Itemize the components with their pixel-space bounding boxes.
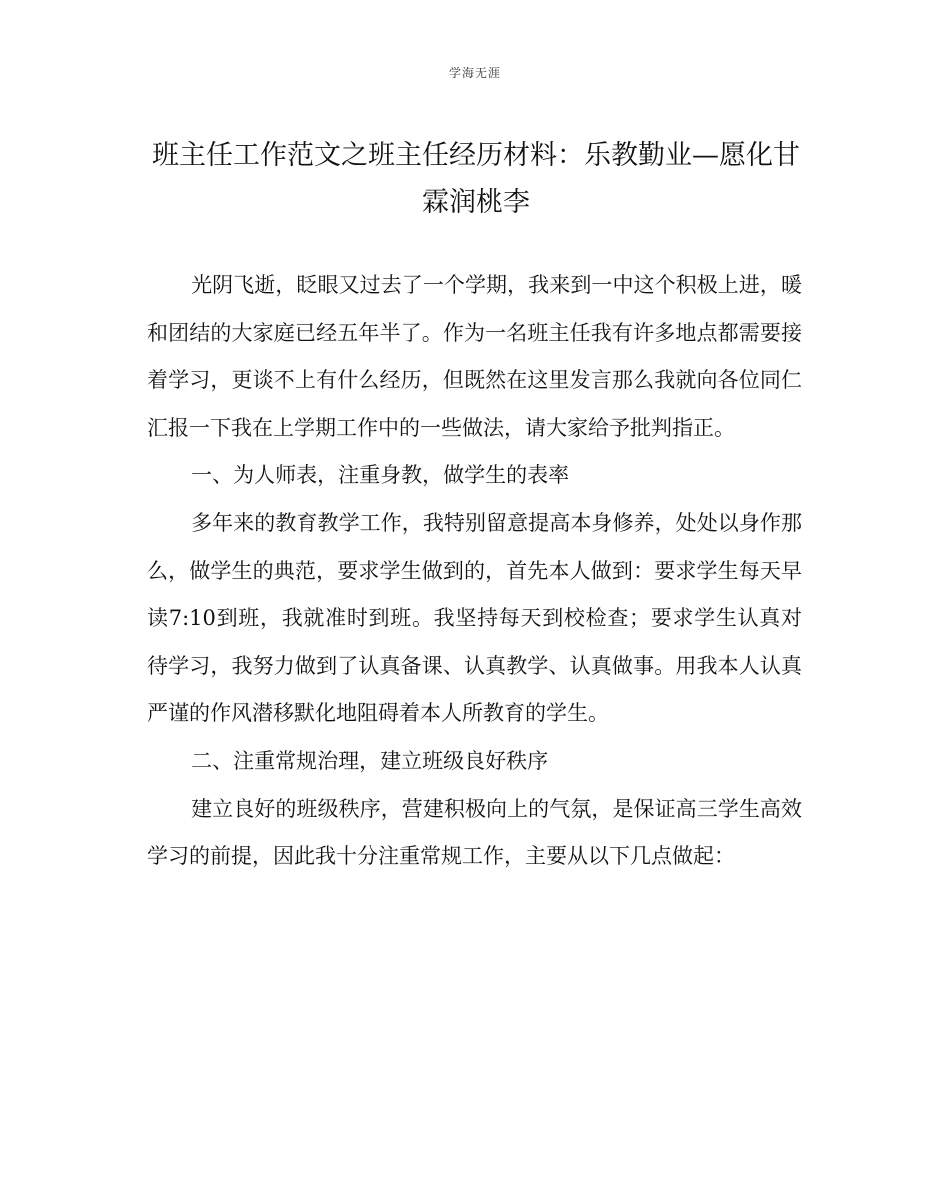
- page-header: 学海无涯: [448, 66, 501, 80]
- paragraph-intro: 光阴飞逝，眨眼又过去了一个学期，我来到一中这个积极上进，暖和团结的大家庭已经五年半了。作为一名班主任我有许多地点都需要接着学习，更谈不上有什么经历，但既然在这里发言那么我就向各位同仁汇报一下我在上学期工作中的一些做法，请大家给予批判指正。: [147, 273, 802, 440]
- document-body: [147, 262, 802, 881]
- document-title: 班主任工作范文之班主任经历材料：乐教勤业—愿化甘霖润桃李: [152, 140, 800, 218]
- paragraph-section-2: 建立良好的班级秩序，营建积极向上的气氛，是保证高三学生高效学习的前提，因此我十分注重常规工作，主要从以下几点做起：: [147, 796, 802, 869]
- section-heading-1: 一、为人师表，注重身教，做学生的表率: [191, 463, 570, 488]
- section-heading-2: 二、注重常规治理，建立班级良好秩序: [191, 748, 549, 773]
- paragraph-section-1: 多年来的教育教学工作，我特别留意提高本身修养，处处以身作那么，做学生的典范，要求学生做到的，首先本人做到：要求学生每天早读7:10到班，我就准时到班。我坚持每天到校检查；要求学生认真对待学习，我努力做到了认真备课、认真教学、认真做事。用我本人认真严谨的作风潜移默化地阻碍着本人所教育的学生。: [147, 510, 802, 726]
